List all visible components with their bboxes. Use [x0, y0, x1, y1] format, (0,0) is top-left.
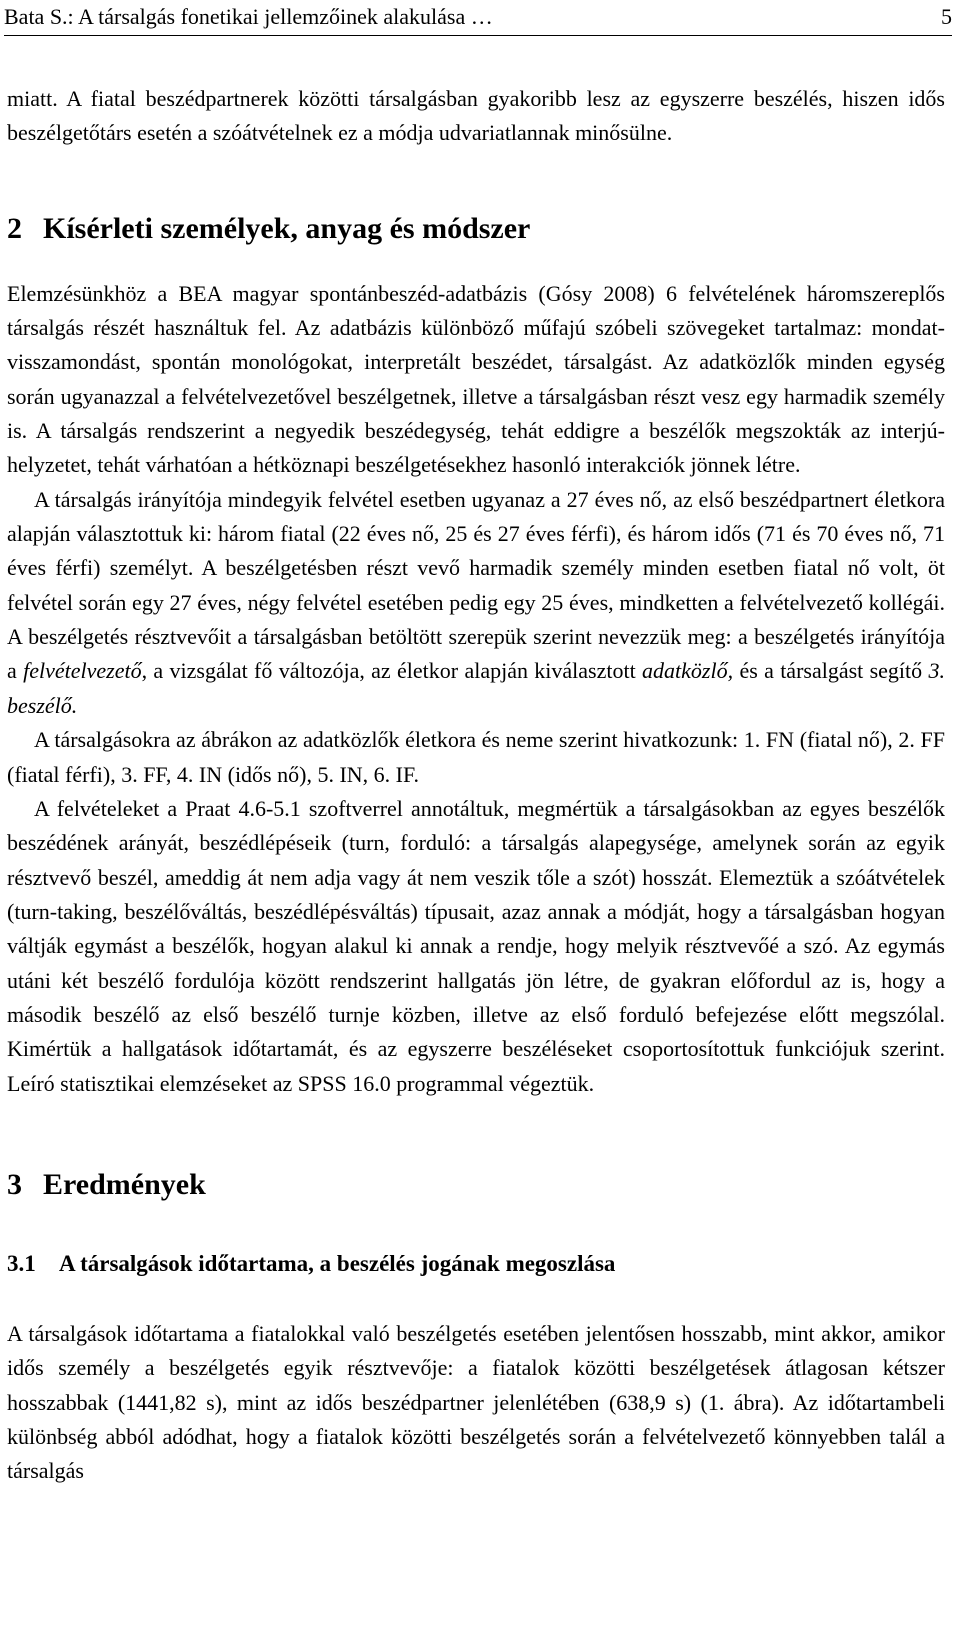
italic-term: felvételvezető [23, 658, 142, 684]
running-title: Bata S.: A társalgás fonetikai jellemzőinek alakulása … [4, 4, 493, 29]
section2-paragraph-4: A felvételeket a Praat 4.6-5.1 szoftverrel annotáltuk, megmértük a társalgásokban az egyes beszélők beszédének arányát, beszédlépéseik (turn, forduló: a társalgás alapegysége, amelynek során az egyik résztvevő beszél, ameddig át nem adja vagy át nem veszik tőle a szót) hosszát. Elemeztük a szóátvételek (turn-taking, beszélőváltás, beszédlépésváltás) típusait, azaz annak a módját, hogy a társalgásban hogyan váltják egymást a beszélők, hogyan alakul ki annak a rendje, hogy melyik résztvevőé a szó. Az egymás utáni két beszélő fordulója között rendszerint hallgatás jön létre, de gyakran előfordul az is, hogy a második beszélő az első beszélő turnje közben, illetve az első forduló befejezése előtt megszólal. Kimértük a hallgatások időtartamát, és az egyszerre beszéléseket csoportosítottuk funkciójuk szerint. Leíró statisztikai elemzéseket az SPSS 16.0 programmal végeztük. [7, 795, 945, 1096]
intro-paragraph: miatt. A fiatal beszédpartnerek közötti társalgásban gyakoribb lesz az egyszerre beszélés, hiszen idős beszélgetőtárs esetén a szóátvételnek ez a módja udvariatlannak minősülne. [7, 86, 945, 146]
section-title: Eredmények [43, 1167, 206, 1201]
text-run: és a társalgást segítő [733, 658, 929, 684]
section2-paragraph-1: Elemzésünkhöz a BEA magyar spontánbeszéd-adatbázis (Gósy 2008) 6 felvételének háromszereplős társalgás részét használtuk fel. Az adatbázis különböző műfajú szóbeli szövegeket tartalmaz: mondat-visszamondást, spontán monológokat, interpretált beszédet, társalgást. Az adatközlők minden egység során ugyanazzal a felvételvezetővel beszélgetnek, illetve a társalgásban részt vesz egy harmadik személy is. A társalgás rendszerint a negyedik beszédegység, tehát eddigre a beszélők megszokták az interjú-helyzetet, tehát várhatóan a hétköznapi beszélgetésekhez hasonló interakciók jönnek létre. [7, 280, 945, 478]
section-title: Kísérleti személyek, anyag és módszer [43, 211, 531, 245]
section2-paragraph-2 [7, 483, 945, 723]
page-header [4, 0, 952, 36]
text-run: A társalgás irányítója mindegyik felvétel esetben ugyanaz a 27 éves nő, az első beszédpartnert életkora alapján választottuk ki: három fiatal (22 éves nő, 25 és 27 éves férfi), és három idős (71 és 70 éves nő, 71 éves férfi) személyt. A beszélgetésben részt vevő harmadik személy minden esetben fiatal nő volt, öt felvétel során egy 27 éves, négy felvétel esetében pedig egy 25 éves, mindketten a felvételvezető kollégái. A beszélgetés résztvevőit a társalgásban betöltött szerepük szerint nevezzük meg: a beszélgetés irányítója a [7, 486, 945, 684]
section-number: 2 [7, 211, 22, 245]
page-number: 5 [941, 4, 952, 29]
section-heading-2 [7, 211, 945, 247]
section-number: 3 [7, 1167, 22, 1201]
section-heading-3 [7, 1167, 945, 1203]
subsection-number: 3.1 [7, 1250, 36, 1276]
subsection-title: A társalgások időtartama, a beszélés jogának megoszlása [59, 1250, 616, 1276]
section2-paragraph-3: A társalgásokra az ábrákon az adatközlők életkora és neme szerint hivatkozunk: 1. FN (fiatal nő), 2. FF (fiatal férfi), 3. FF, 4. IN (idős nő), 5. IN, 6. IF. [7, 727, 945, 787]
text-run: , a vizsgálat fő változója, az életkor alapján kiválasztott [141, 658, 643, 684]
section3-paragraph-1: A társalgások időtartama a fiatalokkal való beszélgetés esetében jelentősen hosszabb, mint akkor, amikor idős személy a beszélgetés egyik résztvevője: a fiatalok közötti beszélgetések átlagosan kétszer hosszabbak (1441,82 s), mint az idős beszédpartner jelenlétében (638,9 s) (1. ábra). Az időtartambeli különbség abból adódhat, hogy a fiatalok közötti beszélgetés során a felvételvezető könnyebben talál a társalgás [7, 1320, 945, 1484]
page-body [7, 82, 945, 1489]
header-rule [4, 35, 952, 36]
subsection-heading-3-1 [7, 1249, 945, 1279]
italic-term: 3. beszélő. [7, 658, 945, 718]
italic-term: adatközlő, [642, 658, 734, 684]
